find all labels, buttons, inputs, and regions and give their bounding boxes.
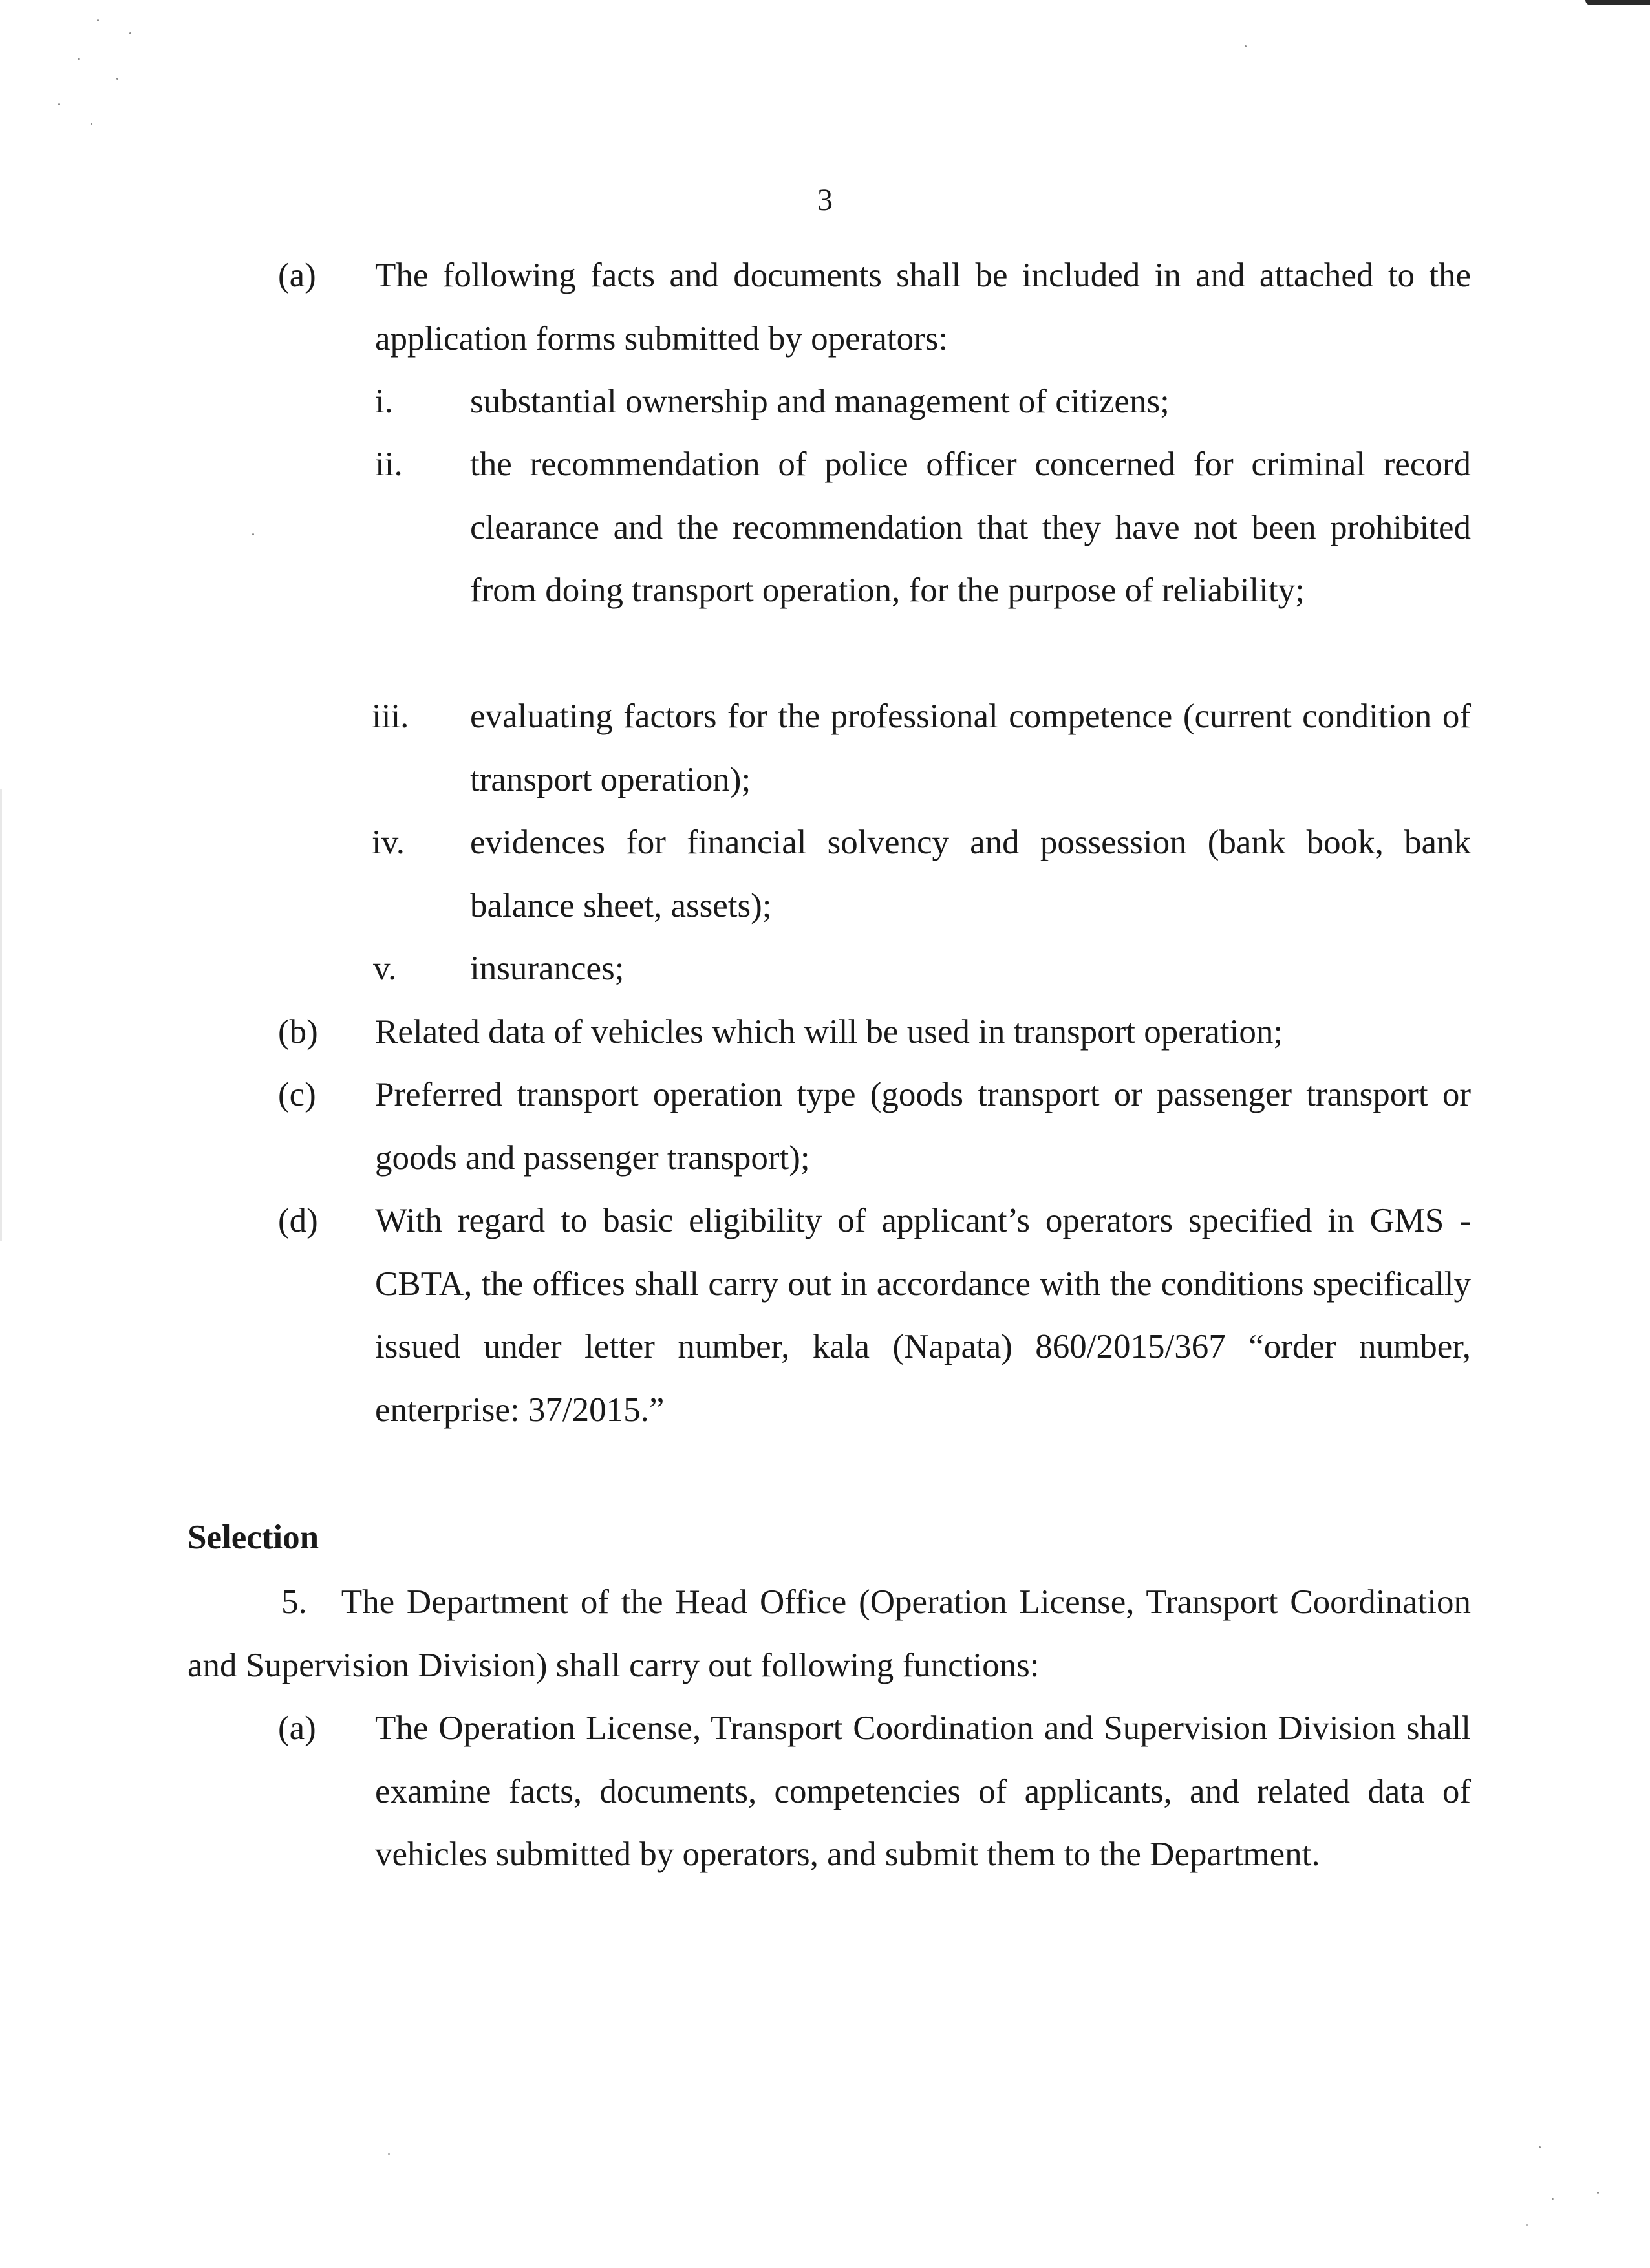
item-b-text: Related data of vehicles which will be used in transport operation; (375, 1013, 1283, 1051)
subitem-iv-text: evidences for financial solvency and possession (bank book, bank balance sheet, assets); (470, 824, 1471, 925)
page-number: 3 (817, 183, 833, 217)
scan-speck (388, 2153, 390, 2155)
subitem-v-marker: v. (373, 950, 397, 987)
subitem-ii-marker: ii. (375, 445, 403, 483)
selection-item-a-text: The Operation License, Transport Coordination and Supervision Division shall examine facts, documents, competencies of applicants, and related data of vehicles submitted by operators, and submit them to the Department. (375, 1709, 1471, 1873)
subitem-iii-text: evaluating factors for the professional competence (current condition of transport operation); (470, 698, 1471, 798)
subitem-i-marker: i. (375, 383, 393, 420)
scan-speck (1526, 2224, 1528, 2226)
scan-speck (1539, 2146, 1541, 2148)
subitem-iv-marker: iv. (372, 824, 405, 861)
subitem-ii-text: the recommendation of police officer concerned for criminal record clearance and the recommendation that they have not been prohibited from doing transport operation, for the purpose of reliability; (470, 445, 1471, 609)
selection-item-a-marker: (a) (278, 1709, 316, 1747)
scan-speck (252, 533, 254, 535)
item-c-text: Preferred transport operation type (goods transport or passenger transport or goods and passenger transport); (375, 1076, 1471, 1177)
item-c-marker: (c) (278, 1076, 316, 1113)
subitem-iii-marker: iii. (372, 698, 409, 735)
item-b-marker: (b) (278, 1013, 318, 1051)
scan-edge-mark (1585, 0, 1650, 5)
scan-speck (58, 103, 60, 105)
scan-speck (116, 78, 118, 80)
scan-speck (78, 58, 80, 60)
scan-speck (91, 123, 92, 125)
item-a-marker: (a) (278, 257, 316, 294)
scan-speck (97, 19, 99, 21)
subitem-i-text: substantial ownership and management of citizens; (470, 383, 1170, 420)
scan-speck (1597, 2192, 1599, 2194)
scan-edge-shadow (0, 789, 2, 1241)
section-paragraph: 5. The Department of the Head Office (Operation License, Transport Coordination and Supervision Division) shall carry out following functions: (188, 1583, 1471, 1684)
subitem-v-text: insurances; (470, 950, 625, 987)
item-d-marker: (d) (278, 1202, 318, 1239)
item-d-text: With regard to basic eligibility of applicant’s operators specified in GMS - CBTA, the offices shall carry out in accordance with the conditions specifically issued under letter number, kala (Napata) 860/2015/367 “order number, enterprise: 37/2015.” (375, 1202, 1471, 1429)
item-a-text: The following facts and documents shall be included in and attached to the application forms submitted by operators: (375, 257, 1471, 358)
scan-speck (1245, 45, 1247, 47)
section-heading: Selection (188, 1519, 319, 1556)
scan-speck (129, 32, 131, 34)
scan-speck (1552, 2198, 1554, 2200)
